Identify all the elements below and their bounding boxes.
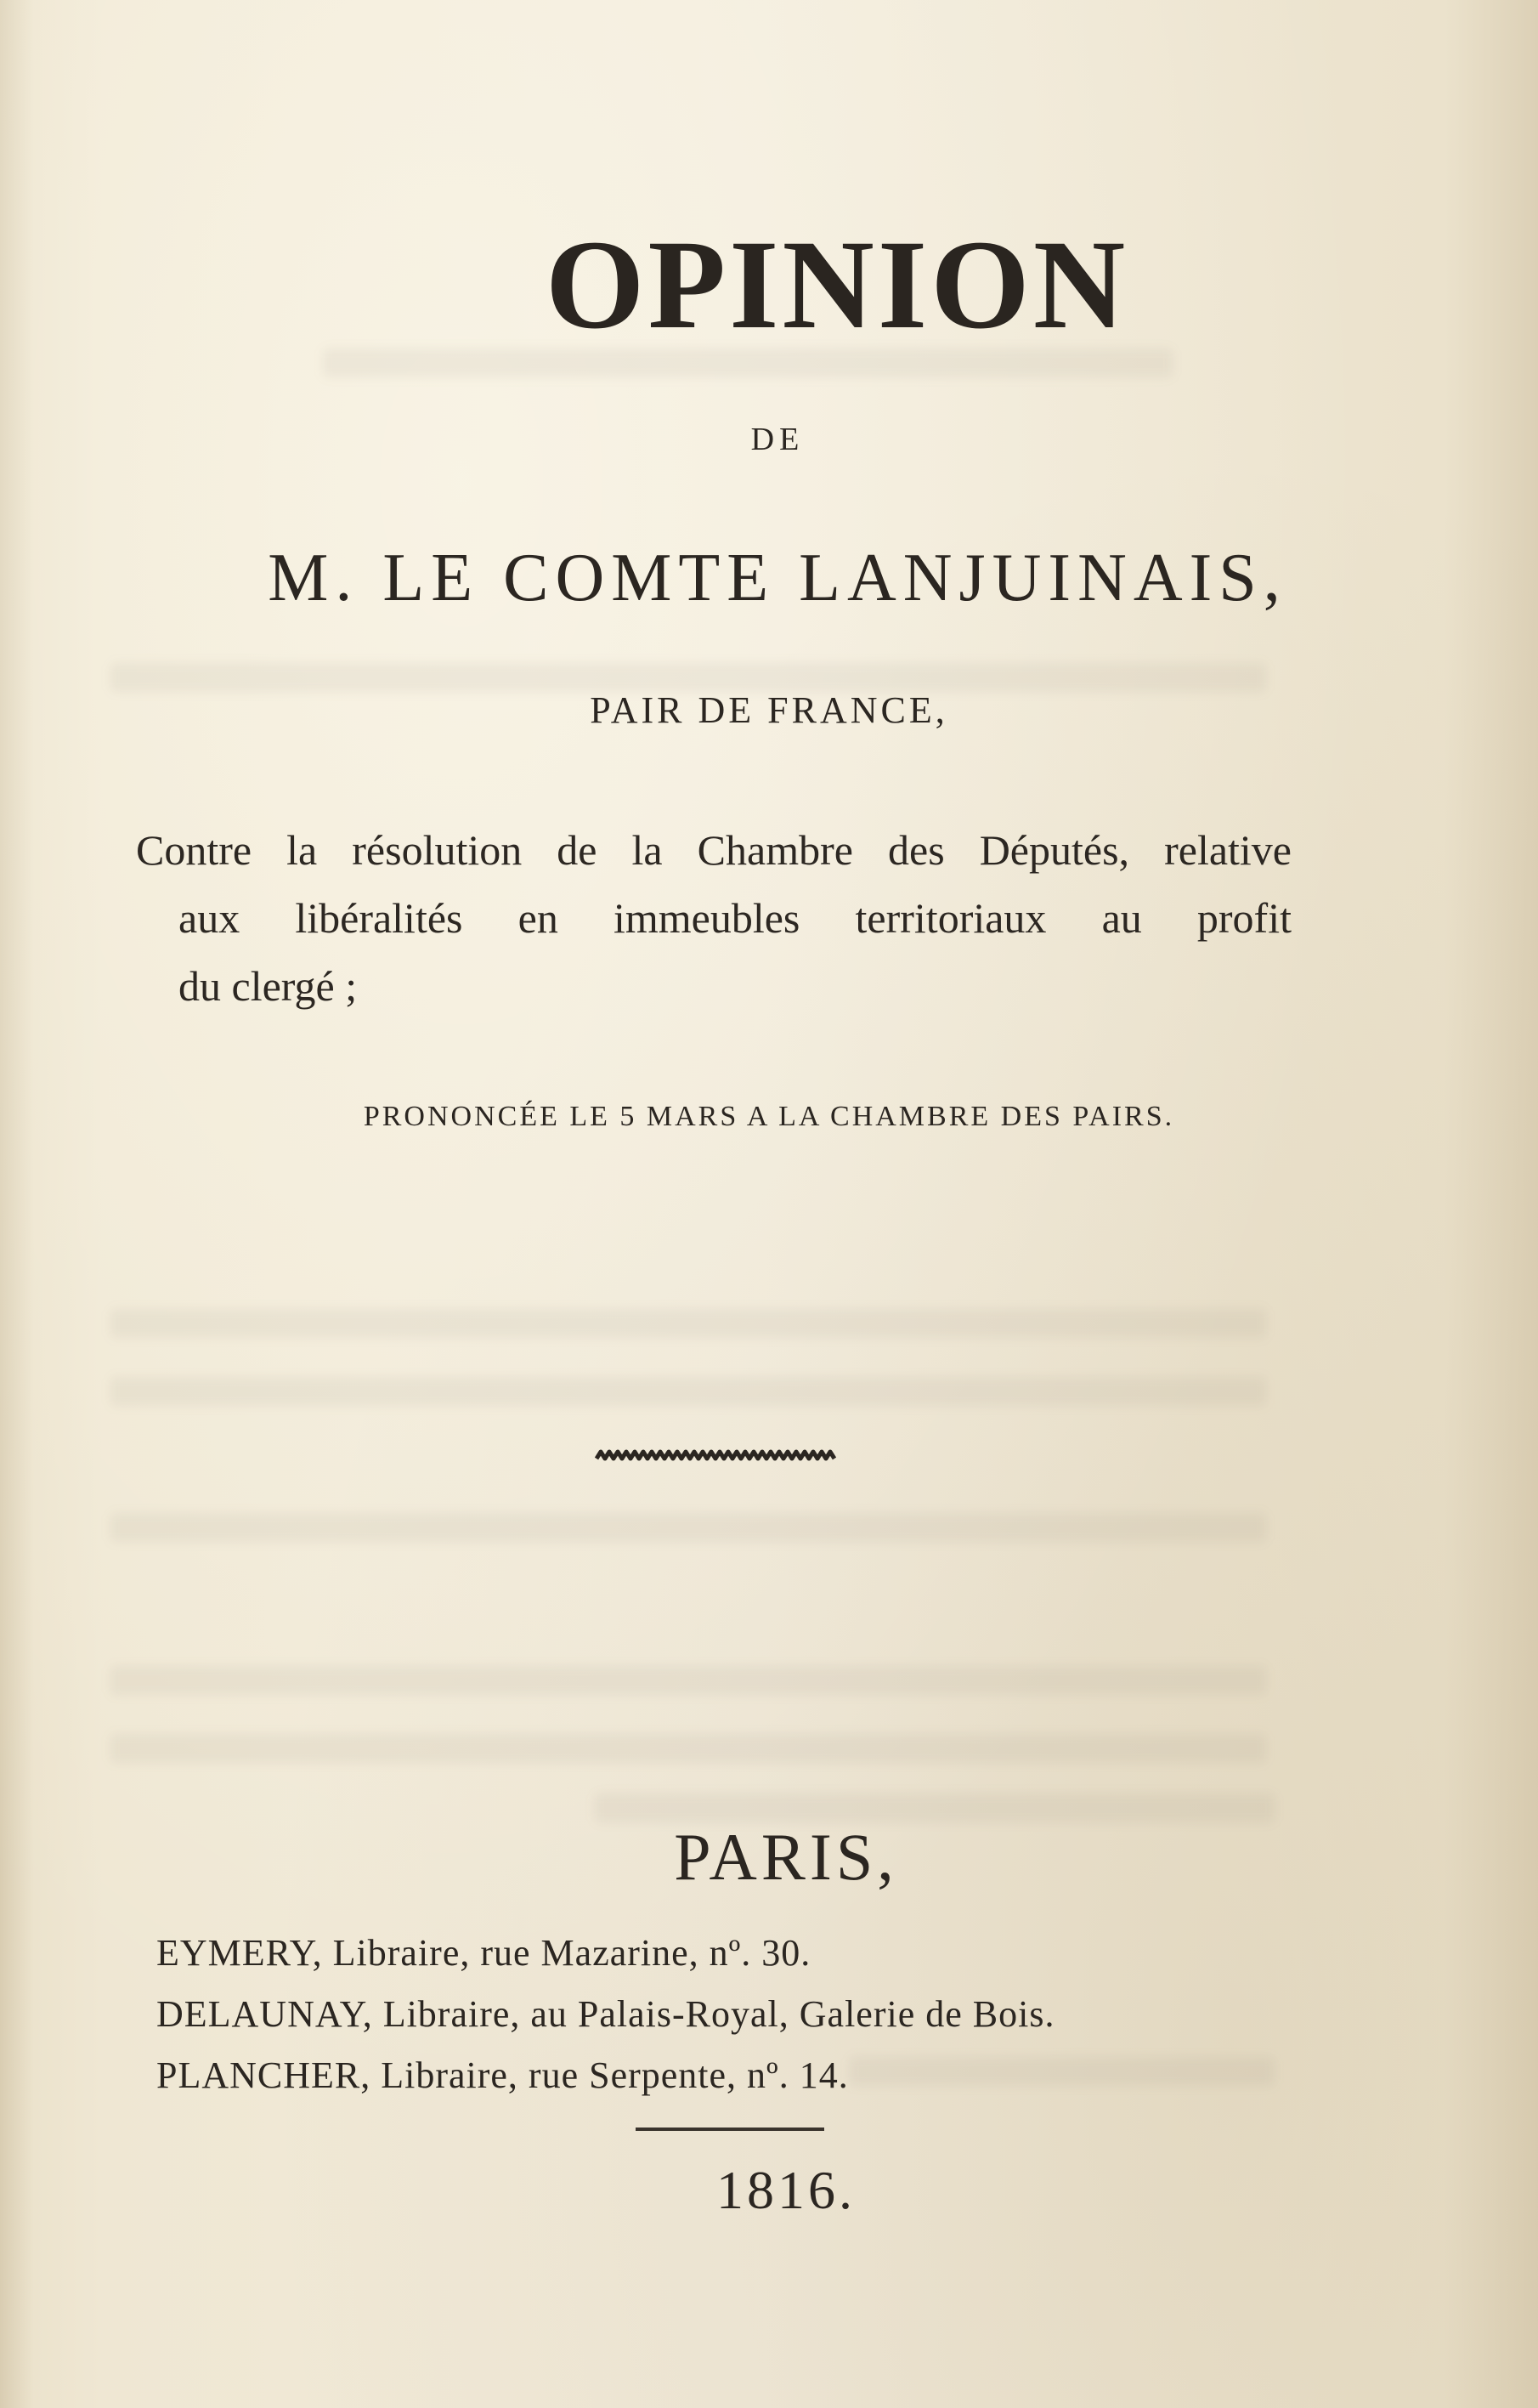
- publication-year: 1816.: [716, 2160, 856, 2220]
- description-line: du clergé ;: [178, 962, 358, 1010]
- bleed-through: [595, 1793, 1275, 1822]
- imprint-city: PARIS,: [674, 1820, 898, 1894]
- bleed-through: [110, 1309, 1266, 1338]
- imprint-rule: [636, 2128, 824, 2131]
- document-title: OPINION: [545, 214, 1129, 355]
- ornamental-rule: [595, 1447, 837, 1464]
- author-rank: PAIR DE FRANCE,: [590, 689, 948, 731]
- author-name: M. LE COMTE LANJUINAIS,: [268, 541, 1287, 615]
- subject-description: [136, 816, 1292, 1020]
- bleed-through: [110, 1513, 1266, 1542]
- publisher-list: [156, 1923, 1346, 2106]
- bleed-through: [110, 663, 1266, 692]
- bleed-through: [110, 1666, 1266, 1695]
- title-preposition: DE: [750, 422, 805, 457]
- publisher-line: DELAUNAY, Libraire, au Palais-Royal, Galerie de Bois.: [156, 1993, 1055, 2035]
- delivery-note: PRONONCÉE LE 5 MARS A LA CHAMBRE DES PAIRS.: [363, 1101, 1175, 1132]
- description-line: Contre la résolution de la Chambre des Députés, relative: [136, 826, 1292, 874]
- publisher-line: PLANCHER, Libraire, rue Serpente, nº. 14.: [156, 2054, 849, 2096]
- publisher-line: EYMERY, Libraire, rue Mazarine, nº. 30.: [156, 1932, 811, 1974]
- bleed-through: [110, 1377, 1266, 1406]
- bleed-through: [110, 1734, 1266, 1763]
- description-line: aux libéralités en immeubles territoriaux au profit: [178, 894, 1292, 942]
